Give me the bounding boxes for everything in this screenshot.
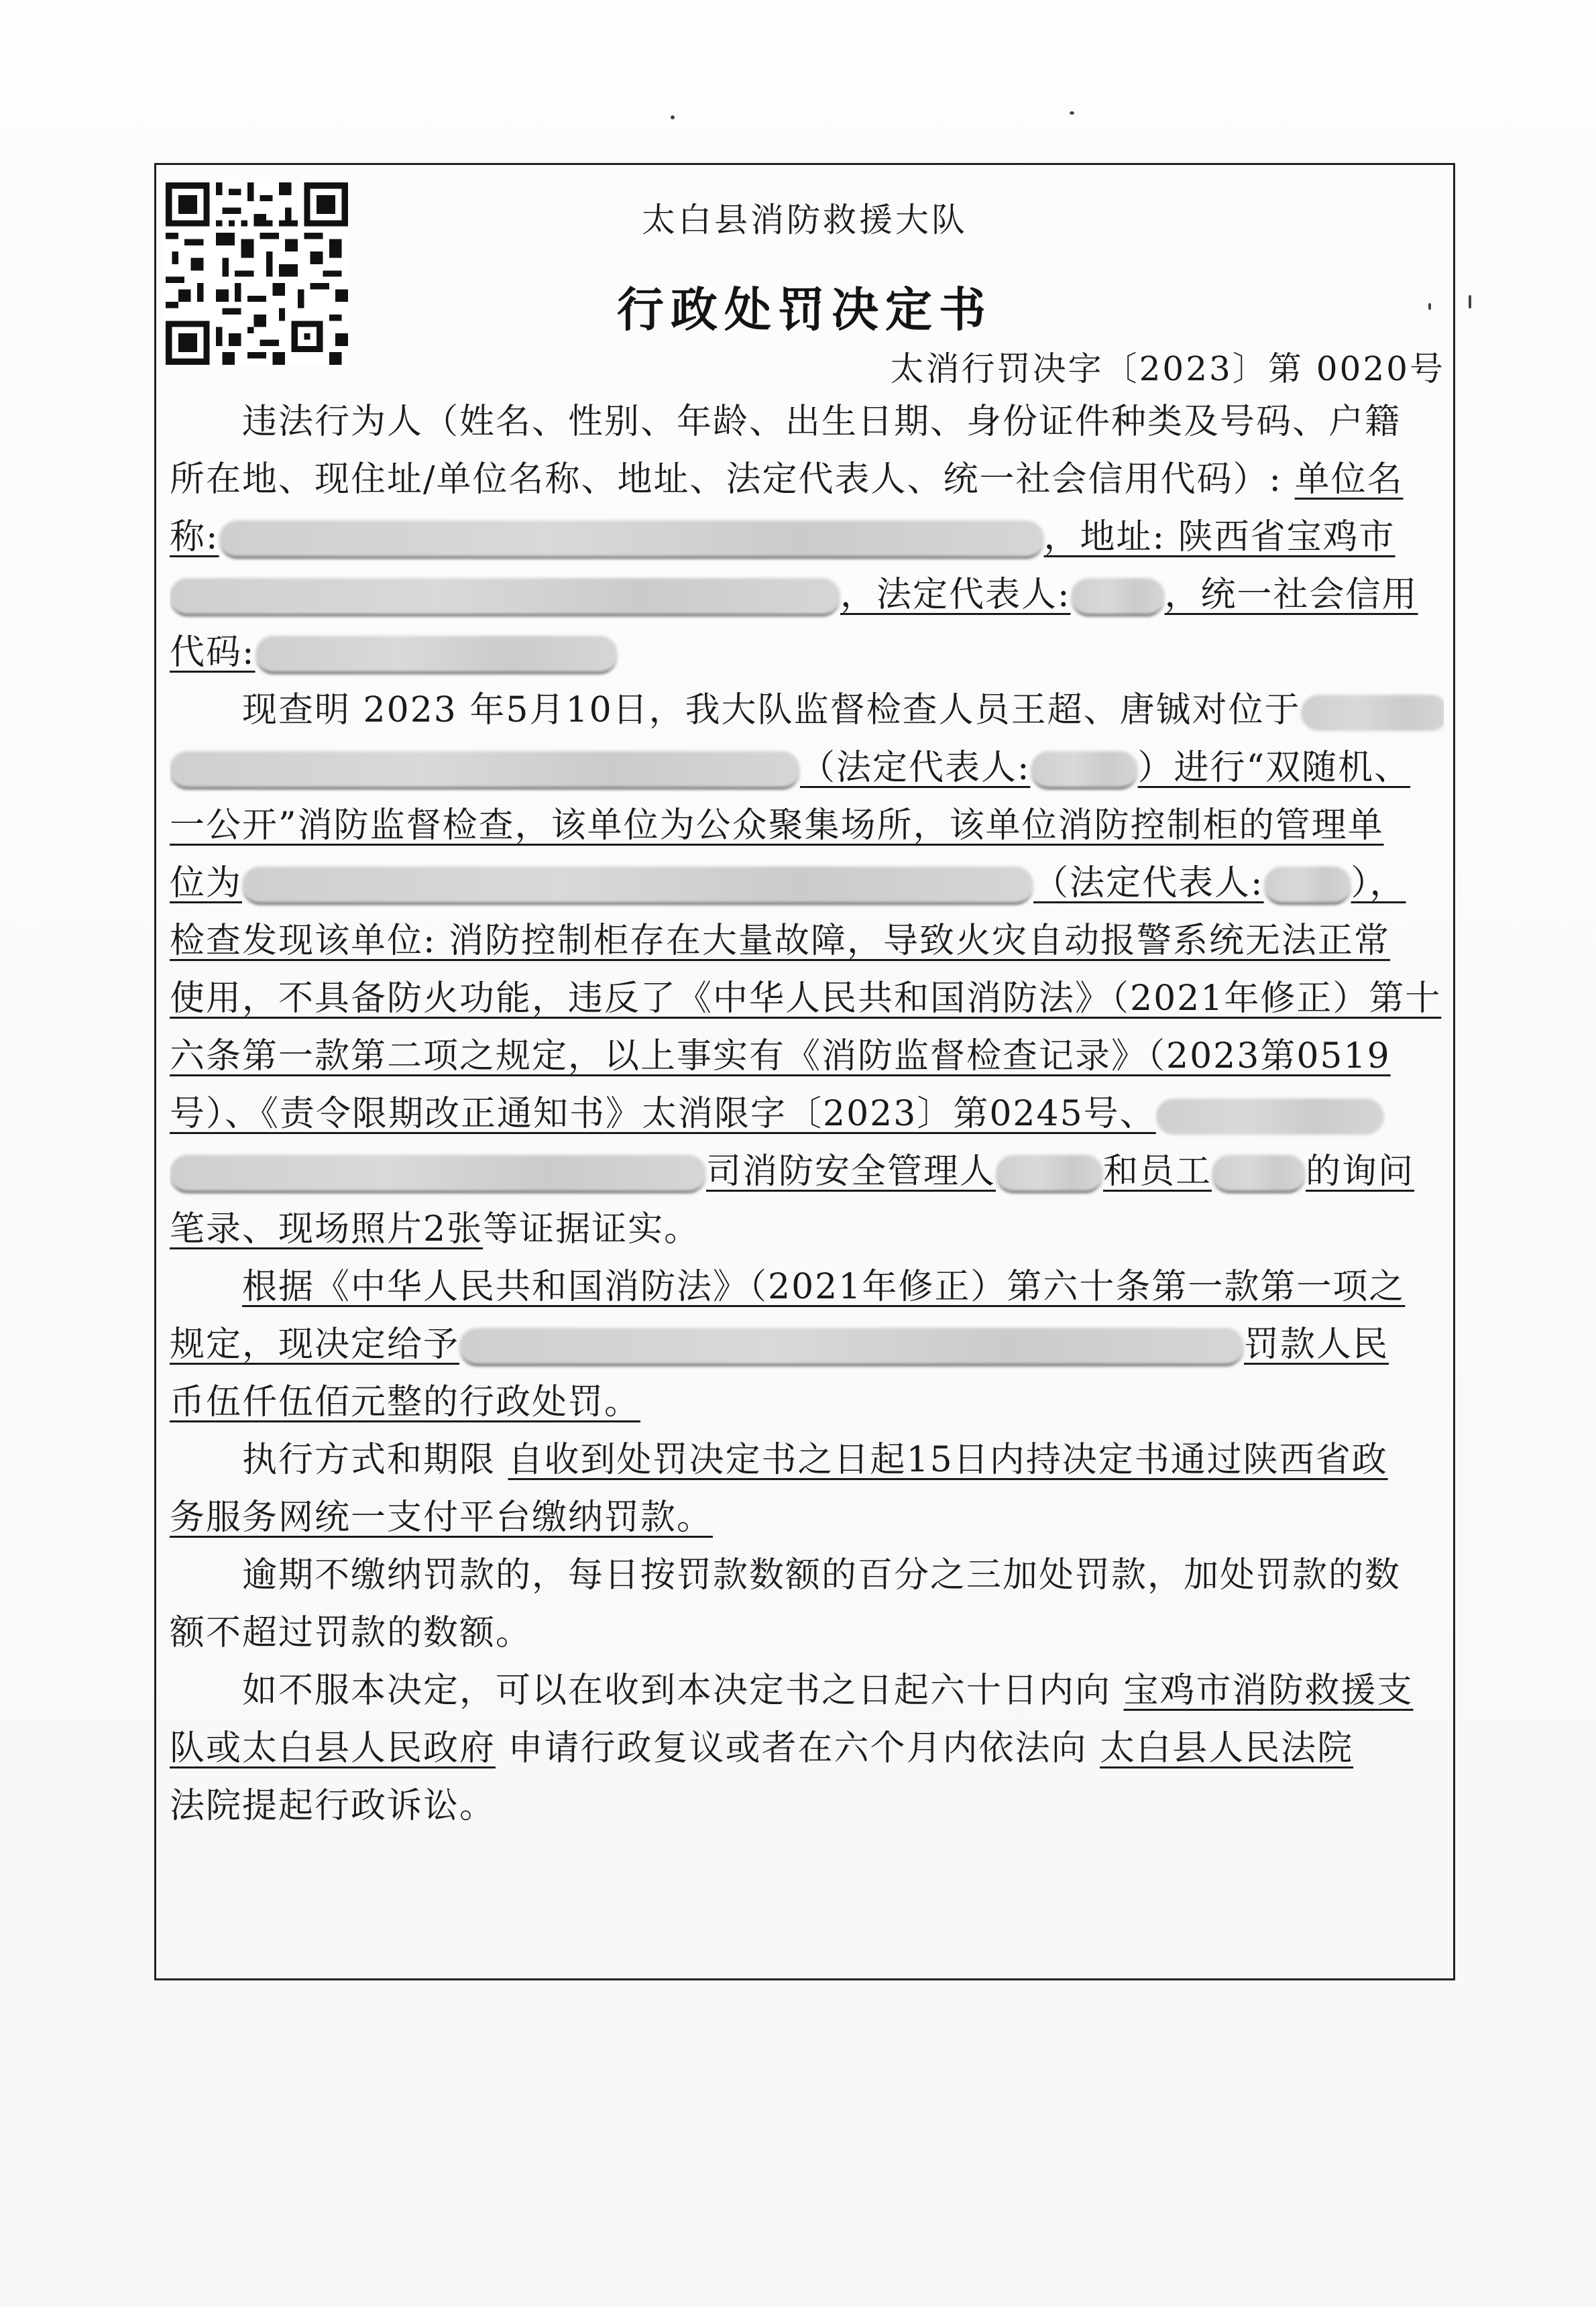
facts-text: 检查发现该单位: 消防控制柜存在大量故障，导致火灾自动报警系统无法正常 — [170, 921, 1391, 961]
appeal-text: 申请行政复议或者在六个月内依法向 — [508, 1728, 1088, 1768]
facts-text: 笔录、现场照片2张 — [170, 1209, 483, 1249]
facts-text: 号）、《责令限期改正通知书》太消限字〔2023〕第0245号、 — [170, 1094, 1156, 1134]
decision-text: 根据《中华人民共和国消防法》（2021年修正）第六十条第一款第一项之 — [242, 1267, 1406, 1307]
party-text: 单位名 — [1294, 459, 1404, 500]
redacted-field — [1071, 578, 1165, 616]
decision-text: 罚款人民 — [1244, 1325, 1389, 1365]
party-text: 违法行为人（姓名、性别、年龄、出生日期、身份证件种类及号码、户籍 — [242, 402, 1402, 442]
scan-speck — [1070, 111, 1074, 115]
body-line — [170, 739, 1444, 797]
facts-text: 《消防监督检查记录》（2023第0519 — [785, 1036, 1391, 1076]
appeal-text: 法院提起行政诉讼。 — [170, 1786, 496, 1826]
party-text: 所在地、现住址/单位名称、地址、法定代表人、统一社会信用代码）: — [170, 459, 1283, 500]
body-line — [170, 1489, 1444, 1546]
document-frame — [154, 163, 1455, 1980]
redacted-field — [255, 636, 618, 674]
body-line — [170, 1316, 1444, 1373]
body-line — [170, 1546, 1444, 1604]
body-line — [170, 1085, 1444, 1143]
late-text: 额不超过罚款的数额。 — [170, 1613, 532, 1653]
body-line — [170, 681, 1444, 739]
facts-text: ）进行“双随机、 — [1137, 748, 1411, 788]
body-line — [170, 393, 1444, 451]
body-line — [170, 970, 1444, 1027]
execution-text: 执行方式和期限 — [242, 1440, 496, 1480]
party-text: ，地址: 陕西省宝鸡市 — [1043, 517, 1395, 557]
appeal-text: 太白县人民法院 — [1100, 1728, 1354, 1768]
redacted-field — [1156, 1099, 1384, 1135]
decision-text: 币伍仟伍佰元整的行政处罚。 — [170, 1382, 641, 1422]
facts-text: 等证据证实。 — [483, 1209, 701, 1249]
redacted-field — [1031, 751, 1138, 789]
body-line — [170, 1777, 1444, 1835]
party-text: ，法定代表人: — [840, 575, 1071, 615]
body-line — [170, 1720, 1444, 1777]
body-line — [170, 566, 1444, 624]
facts-text: 现查明 2023 年5月10日，我大队监督检查人员王超、唐铖对位于 — [242, 690, 1301, 730]
facts-text: （法定代表人: — [1033, 863, 1264, 903]
document-number: 太消行罚决字〔2023〕第 0020号 — [890, 349, 1445, 388]
redacted-field — [219, 520, 1044, 559]
body-line — [170, 854, 1444, 912]
body-line — [170, 451, 1444, 508]
party-text: 称: — [170, 517, 219, 557]
redacted-field — [459, 1328, 1244, 1366]
facts-text: 位为 — [170, 863, 243, 903]
body-line — [170, 1662, 1444, 1720]
redacted-field — [996, 1155, 1103, 1193]
party-text: 代码: — [170, 632, 255, 673]
redacted-field — [1301, 695, 1444, 731]
scan-speck — [1469, 295, 1471, 308]
redacted-field — [170, 751, 800, 789]
redacted-field — [242, 866, 1033, 905]
party-text: ，统一社会信用 — [1164, 575, 1418, 615]
body-line — [170, 1258, 1444, 1316]
body-line — [170, 912, 1444, 970]
facts-text: 司消防安全管理人 — [706, 1151, 996, 1192]
redacted-field — [1264, 866, 1351, 905]
facts-text: 使用，不具备防火功能，违反了《中华人民共和国消防法》（2021年修正）第十 — [170, 978, 1442, 1019]
appeal-text: 队或太白县人民政府 — [170, 1728, 496, 1768]
body-line — [170, 1373, 1444, 1431]
facts-text: ）， — [1351, 863, 1406, 903]
agency-name: 太白县消防救援大队 — [642, 201, 968, 239]
facts-text: 的询问 — [1306, 1151, 1415, 1192]
late-text: 逾期不缴纳罚款的，每日按罚款数额的百分之三加处罚款，加处罚款的数 — [242, 1555, 1402, 1595]
execution-text: 自收到处罚决定书之日起15日内持决定书通过陕西省政 — [508, 1440, 1388, 1480]
facts-text: 一公开”消防监督检查，该单位为公众聚集场所，该单位消防控制柜的管理单 — [170, 805, 1384, 846]
scan-speck — [671, 115, 675, 119]
body-line — [170, 1200, 1444, 1258]
redacted-field — [170, 1155, 706, 1193]
body-line — [170, 1604, 1444, 1662]
facts-text: 六条第一款第二项之规定，以上事实有 — [170, 1036, 786, 1076]
redacted-field — [170, 578, 840, 616]
facts-text: 和员工 — [1103, 1151, 1212, 1192]
document-body — [170, 393, 1444, 1835]
decision-text: 规定，现决定给予 — [170, 1325, 460, 1365]
body-line — [170, 1143, 1444, 1200]
body-line — [170, 508, 1444, 566]
appeal-text: 宝鸡市消防救援支 — [1123, 1671, 1414, 1711]
document-title: 行政处罚决定书 — [617, 282, 992, 337]
body-line — [170, 624, 1444, 681]
body-line — [170, 1027, 1444, 1085]
appeal-text: 如不服本决定，可以在收到本决定书之日起六十日内向 — [242, 1671, 1112, 1711]
execution-text: 务服务网统一支付平台缴纳罚款。 — [170, 1498, 714, 1538]
body-line — [170, 1431, 1444, 1489]
facts-text: （法定代表人: — [800, 748, 1031, 788]
body-line — [170, 797, 1444, 854]
redacted-field — [1212, 1155, 1306, 1193]
